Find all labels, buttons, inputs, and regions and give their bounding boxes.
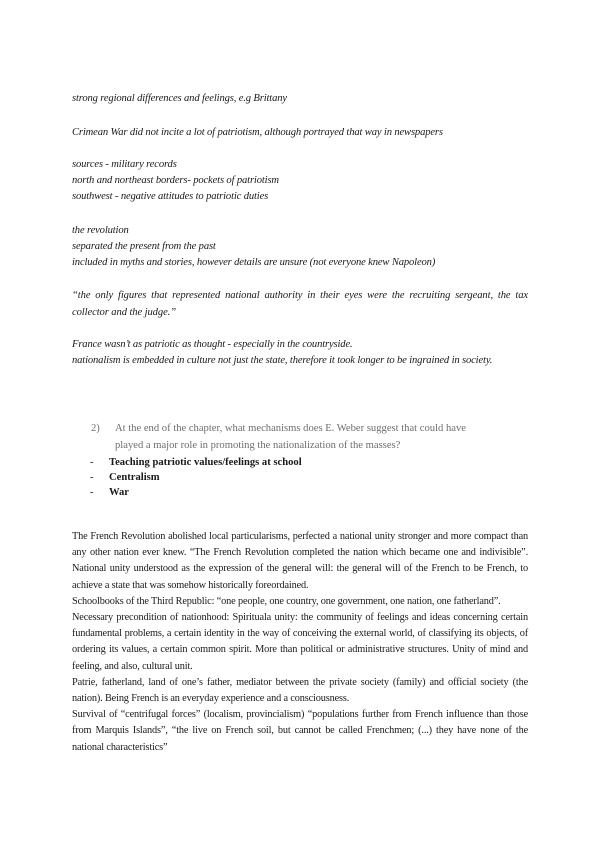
- paragraph-schoolbooks: Schoolbooks of the Third Republic: “one people, one country, one government, one nation, one fatherland”.: [72, 595, 501, 607]
- note-regional: strong regional differences and feelings, e.g Brittany: [72, 93, 287, 104]
- paragraph-nationhood: Necessary precondition of nationhood: Spirituala unity: the community of feelings and ideas concerning certain fundamental problems, a certain identity in the way of conceiving the external world, of classifying its objects, of ordering its values, a certain common spirit. More than political or administrative structures. Unity of mind and feeling, and also, cultural unit.: [72, 612, 528, 672]
- note-separated: separated the present from the past: [72, 241, 216, 252]
- note-crimean-war: Crimean War did not incite a lot of patriotism, although portrayed that way in newspapers: [72, 127, 443, 138]
- note-southwest: southwest - negative attitudes to patriotic duties: [72, 191, 269, 202]
- question-2: [91, 420, 528, 454]
- note-nationalism: nationalism is embedded in culture not just the state, therefore it took longer to be ingrained in society.: [72, 355, 493, 366]
- body-text: [72, 529, 528, 756]
- bullet-label: Centralism: [109, 472, 160, 483]
- note-myths: included in myths and stories, however details are unsure (not everyone knew Napoleon): [72, 257, 436, 268]
- bullet-label: Teaching patriotic values/feelings at school: [109, 457, 302, 468]
- paragraph-patrie: Patrie, fatherland, land of one’s father, mediator between the private society (family) and official society (the nation). Being French is an everyday experience and a consciousness.: [72, 676, 528, 705]
- question-line-1: At the end of the chapter, what mechanisms does E. Weber suggest that could have: [115, 423, 466, 434]
- question-number: 2): [91, 423, 100, 434]
- bullet-dash: -: [90, 487, 94, 498]
- question-line-2: played a major role in promoting the nationalization of the masses?: [115, 440, 401, 451]
- paragraph-centrifugal: Survival of “centrifugal forces” (localism, provincialism) “populations further from French influence than those from Marquis Islands”, “the live on French soil, but cannot be called Frenchmen; (...) they have none of the national characteristics”: [72, 709, 528, 753]
- note-quote: “the only figures that represented national authority in their eyes were the recruiting sergeant, the tax collector and the judge.”: [72, 290, 528, 318]
- note-revolution: the revolution: [72, 225, 129, 236]
- bullet-dash: -: [90, 457, 94, 468]
- note-sources: sources - military records: [72, 159, 177, 170]
- paragraph-revolution: The French Revolution abolished local particularisms, perfected a national unity stronger and more compact than any other nation ever knew. “The French Revolution completed the nation which became one and indivisible”. National unity understood as the expression of the general will: the general will of the French to be French, to achieve a state that was somehow historically foreordained.: [72, 531, 528, 591]
- bullet-label: War: [109, 487, 130, 498]
- bullet-dash: -: [90, 472, 94, 483]
- note-north-borders: north and northeast borders- pockets of patriotism: [72, 175, 279, 186]
- note-france-patriotism: France wasn’t as patriotic as thought - especially in the countryside.: [72, 339, 353, 350]
